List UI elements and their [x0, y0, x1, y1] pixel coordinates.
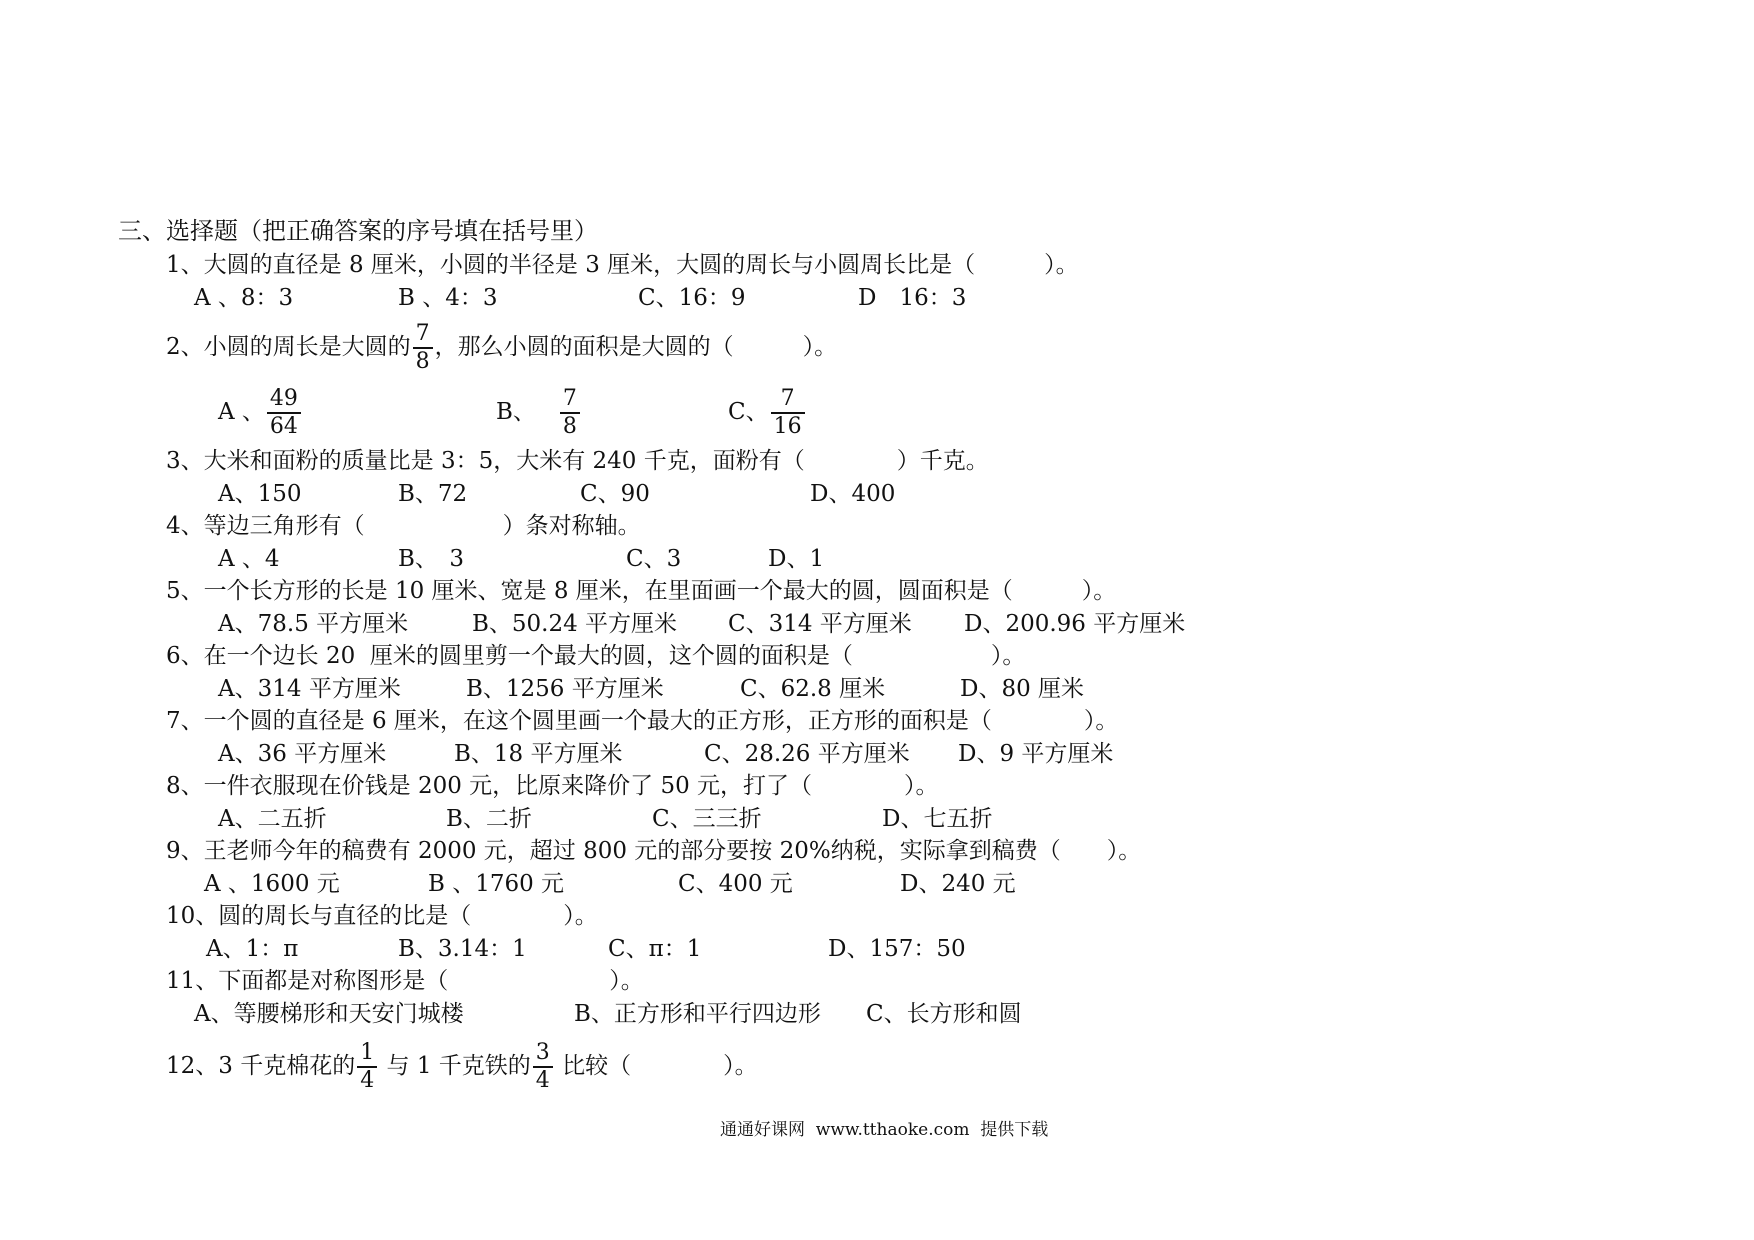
q1-option-b: B 、4：3 [398, 285, 498, 311]
q2-option-a-label: A 、 [218, 399, 265, 425]
question-2 [166, 322, 837, 373]
q2-option-b-den: 8 [560, 412, 580, 438]
q2-option-c-num: 7 [780, 386, 795, 411]
question-11: 11、下面都是对称图形是（ ）。 [166, 968, 644, 994]
q6-option-c: C、62.8 厘米 [740, 676, 886, 702]
q2-fraction [413, 323, 433, 373]
q12-frac2-den: 4 [533, 1066, 553, 1092]
q2-option-a-den: 64 [267, 412, 301, 438]
q3-option-b: B、72 [398, 481, 468, 507]
q12-frac2-num: 3 [535, 1040, 550, 1065]
q12-frac1-den: 4 [357, 1066, 377, 1092]
section-title: 三、选择题（把正确答案的序号填在括号里） [118, 217, 598, 245]
q3-option-c: C、90 [580, 481, 650, 507]
q6-option-d: D、80 厘米 [960, 676, 1085, 702]
q7-option-d: D、9 平方厘米 [958, 741, 1114, 767]
q2-option-a-num: 49 [269, 386, 298, 411]
q10-option-d: D、157：50 [828, 936, 966, 962]
q8-option-c: C、三三折 [652, 806, 762, 832]
q8-option-a: A、二五折 [218, 806, 327, 832]
q7-option-a: A、36 平方厘米 [218, 741, 387, 767]
q2-option-b [496, 386, 582, 438]
footer-credit: 通通好课网 www.tthaoke.com 提供下载 [720, 1120, 1049, 1140]
q11-option-a: A、等腰梯形和天安门城楼 [194, 1001, 464, 1027]
q5-option-d: D、200.96 平方厘米 [964, 611, 1186, 637]
q11-option-b: B、正方形和平行四边形 [574, 1001, 821, 1027]
q1-option-d: D 16：3 [858, 285, 967, 311]
question-10: 10、圆的周长与直径的比是（ ）。 [166, 903, 598, 929]
q2-option-a [218, 386, 303, 438]
q5-option-c: C、314 平方厘米 [728, 611, 912, 637]
q4-option-b: B、 3 [398, 546, 465, 572]
q2-pre: 2、小圆的周长是大圆的 [166, 334, 411, 360]
q12-fraction-1 [357, 1042, 377, 1092]
question-9: 9、王老师今年的稿费有 2000 元，超过 800 元的部分要按 20%纳税，实际拿到稿费（ ）。 [166, 838, 1142, 864]
q9-option-d: D、240 元 [900, 871, 1016, 897]
q1-option-a: A 、8：3 [194, 285, 294, 311]
q2-option-c-den: 16 [771, 412, 805, 438]
question-6: 6、在一个边长 20 厘米的圆里剪一个最大的圆，这个圆的面积是（ ）。 [166, 643, 1026, 669]
question-3: 3、大米和面粉的质量比是 3：5，大米有 240 千克，面粉有（ ）千克。 [166, 448, 989, 474]
q8-option-d: D、七五折 [882, 806, 993, 832]
q12-frac1-num: 1 [360, 1040, 375, 1065]
q9-option-b: B 、1760 元 [428, 871, 565, 897]
question-7: 7、一个圆的直径是 6 厘米，在这个圆里画一个最大的正方形，正方形的面积是（ ）。 [166, 708, 1119, 734]
q6-option-b: B、1256 平方厘米 [466, 676, 664, 702]
q2-option-c [728, 386, 807, 438]
q2-frac-den: 8 [413, 347, 433, 373]
q7-option-c: C、28.26 平方厘米 [704, 741, 910, 767]
question-12 [166, 1040, 758, 1092]
q5-option-b: B、50.24 平方厘米 [472, 611, 678, 637]
q12-post: 比较（ ）。 [562, 1053, 758, 1079]
q2-option-b-label: B、 [496, 399, 536, 425]
q9-option-a: A 、1600 元 [204, 871, 340, 897]
q4-option-c: C、3 [626, 546, 682, 572]
question-4: 4、等边三角形有（ ）条对称轴。 [166, 513, 641, 539]
q1-option-c: C、16：9 [638, 285, 746, 311]
q4-option-d: D、1 [768, 546, 825, 572]
q2-option-c-label: C、 [728, 399, 769, 425]
question-1: 1、大圆的直径是 8 厘米，小圆的半径是 3 厘米，大圆的周长与小圆周长比是（ ）。 [166, 252, 1079, 278]
q10-option-a: A、1：π [206, 936, 299, 962]
q10-option-b: B、3.14：1 [398, 936, 527, 962]
q9-option-c: C、400 元 [678, 871, 793, 897]
q10-option-c: C、π：1 [608, 936, 702, 962]
q4-option-a: A 、4 [218, 546, 280, 572]
q12-pre: 12、3 千克棉花的 [166, 1053, 356, 1079]
q3-option-a: A、150 [218, 481, 302, 507]
q7-option-b: B、18 平方厘米 [454, 741, 623, 767]
q11-option-c: C、长方形和圆 [866, 1001, 1022, 1027]
q6-option-a: A、314 平方厘米 [218, 676, 401, 702]
q2-option-c-fraction [771, 388, 805, 438]
q2-frac-num: 7 [415, 321, 430, 346]
question-8: 8、一件衣服现在价钱是 200 元，比原来降价了 50 元，打了（ ）。 [166, 773, 939, 799]
q12-fraction-2 [533, 1042, 553, 1092]
q12-mid: 与 1 千克铁的 [386, 1053, 531, 1079]
q2-option-a-fraction [267, 388, 301, 438]
q2-post: ，那么小圆的面积是大圆的（ ）。 [434, 334, 838, 360]
q2-option-b-fraction [560, 388, 580, 438]
q8-option-b: B、二折 [446, 806, 532, 832]
q3-option-d: D、400 [810, 481, 896, 507]
question-5: 5、一个长方形的长是 10 厘米、宽是 8 厘米，在里面画一个最大的圆，圆面积是（ ）。 [166, 578, 1117, 604]
q5-option-a: A、78.5 平方厘米 [218, 611, 409, 637]
q2-option-b-num: 7 [562, 386, 577, 411]
